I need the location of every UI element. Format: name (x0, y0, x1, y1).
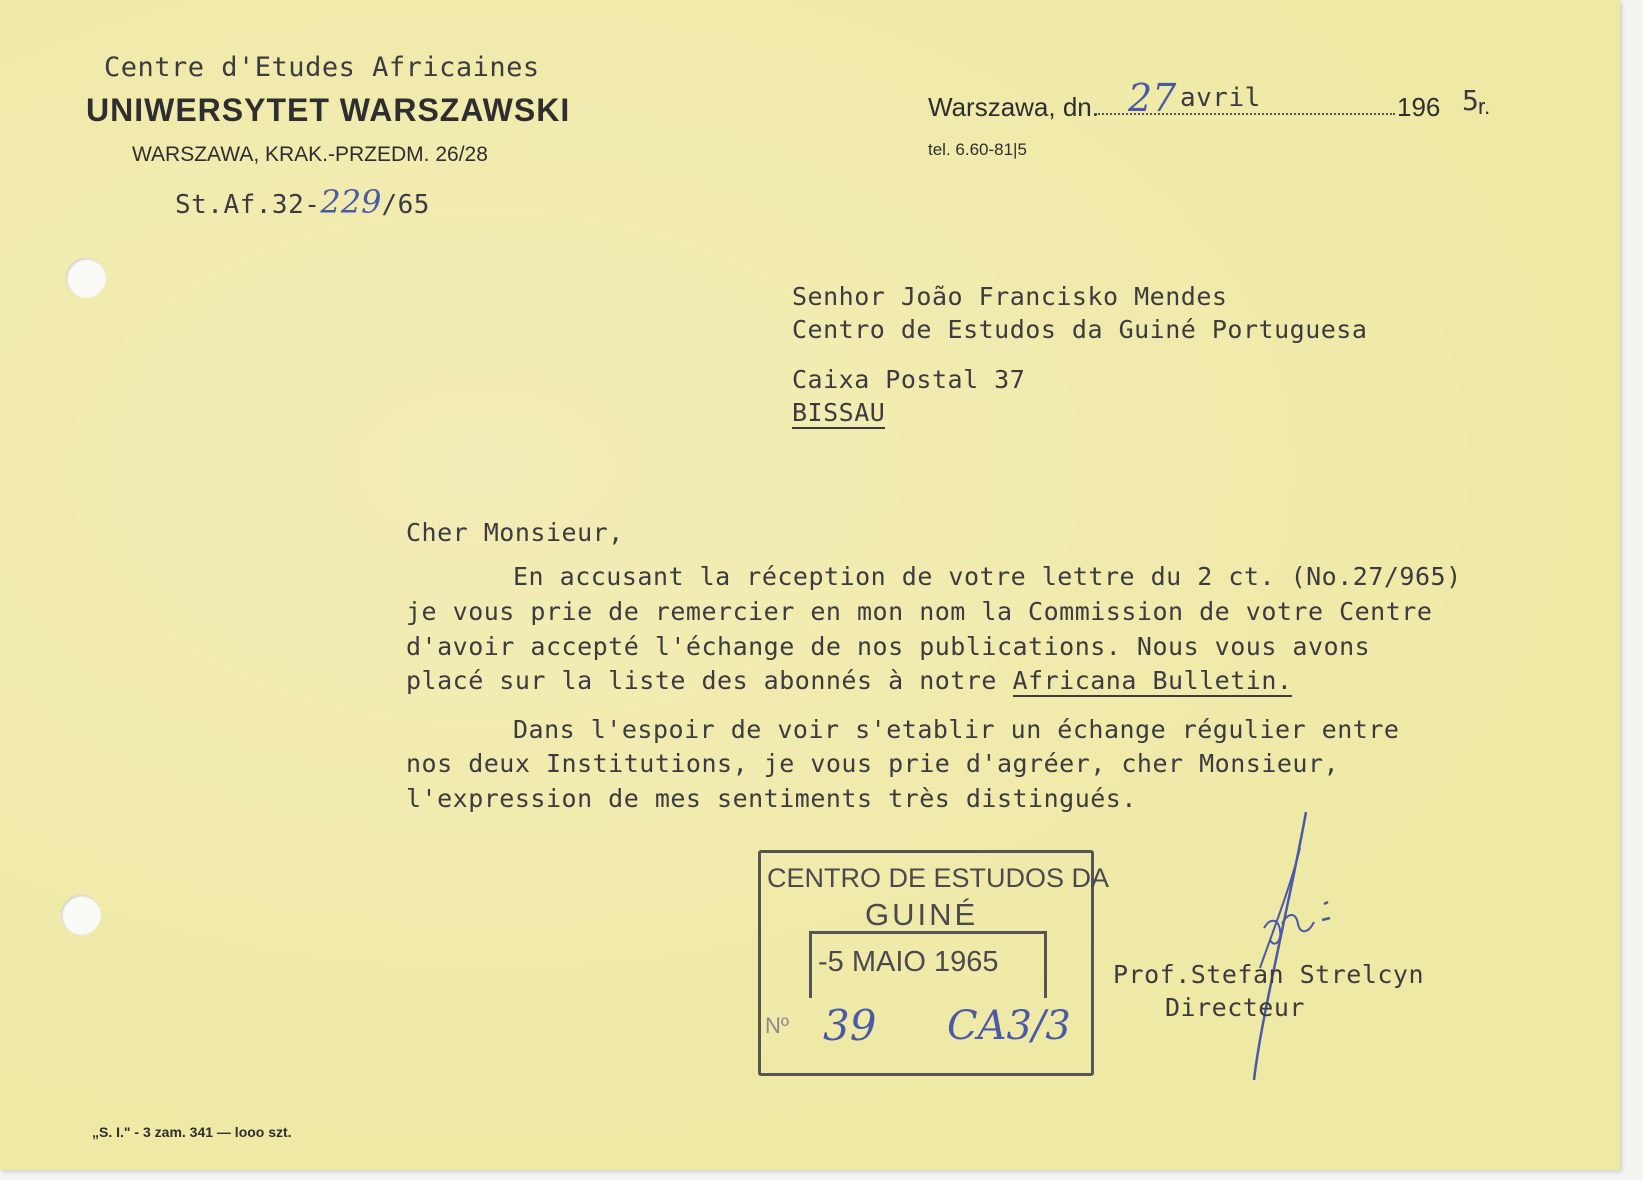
reference-suffix: /65 (381, 190, 430, 220)
stamp-code: CA3/3 (947, 1003, 1071, 1049)
dateline-day: 27 (1128, 76, 1177, 120)
letterhead-centre: Centre d'Etudes Africaines (104, 52, 540, 83)
stamp-line1: CENTRO DE ESTUDOS DA (767, 863, 1110, 893)
dateline-year-prefix: 196 (1397, 92, 1441, 122)
stamp-date: -5 MAIO 1965 (818, 946, 999, 978)
letterhead-university: UNIWERSYTET WARSZAWSKI (86, 92, 571, 128)
receipt-stamp (758, 850, 1110, 1076)
recipient-line1: Senhor João Francisko Mendes (792, 282, 1228, 311)
signatory-name: Prof.Stefan Strelcyn (1113, 960, 1425, 989)
paragraph2-line3: l'expression de mes sentiments très distingués. (406, 784, 1137, 813)
paragraph1-line2: je vous prie de remercier en mon nom la Commission de votre Centre (406, 597, 1433, 626)
reference-prefix: St.Af.32- (175, 190, 321, 220)
punch-hole-bottom (61, 895, 101, 935)
reference-line (175, 183, 430, 221)
dateline-year-suffix: r. (1478, 94, 1491, 119)
signatory-title: Directeur (1165, 993, 1305, 1022)
paragraph1-line3: d'avoir accepté l'échange de nos publications. Nous vous avons (406, 632, 1371, 661)
paragraph1-line1: En accusant la réception de votre lettre du 2 ct. (No.27/965) (513, 562, 1462, 591)
paragraph2-line1: Dans l'espoir de voir s'etablir un échange régulier entre (513, 715, 1400, 744)
paragraph1-line4-text: placé sur la liste des abonnés à notre (406, 666, 1013, 695)
reference-number: 229 (320, 183, 382, 221)
paragraph1-line4 (406, 666, 1292, 695)
signature-scribble (1230, 808, 1350, 1083)
punch-hole-top (66, 258, 106, 298)
dateline-tel: tel. 6.60-81|5 (928, 140, 1027, 159)
stamp-line2: GUINÉ (865, 897, 979, 932)
footer-print-note: „S. I." - 3 zam. 341 — looo szt. (92, 1124, 292, 1140)
recipient-line2: Centro de Estudos da Guiné Portuguesa (792, 315, 1368, 344)
recipient-line4: BISSAU (792, 398, 886, 427)
dateline-year-digit: 5 (1462, 84, 1480, 117)
dateline-month: avril (1180, 83, 1261, 113)
salutation: Cher Monsieur, (406, 518, 624, 547)
africana-bulletin-title: Africana Bulletin. (1012, 666, 1293, 695)
paragraph2-line2: nos deux Institutions, je vous prie d'agréer, cher Monsieur, (406, 749, 1340, 778)
stamp-no-label: Nº (765, 1013, 789, 1038)
recipient-line3: Caixa Postal 37 (792, 365, 1026, 394)
stamp-number: 39 (823, 1001, 877, 1050)
stamp-date-box (809, 931, 1047, 998)
letterhead-address: WARSZAWA, KRAK.-PRZEDM. 26/28 (132, 143, 488, 166)
dateline-city: Warszawa, dn. (928, 92, 1099, 122)
